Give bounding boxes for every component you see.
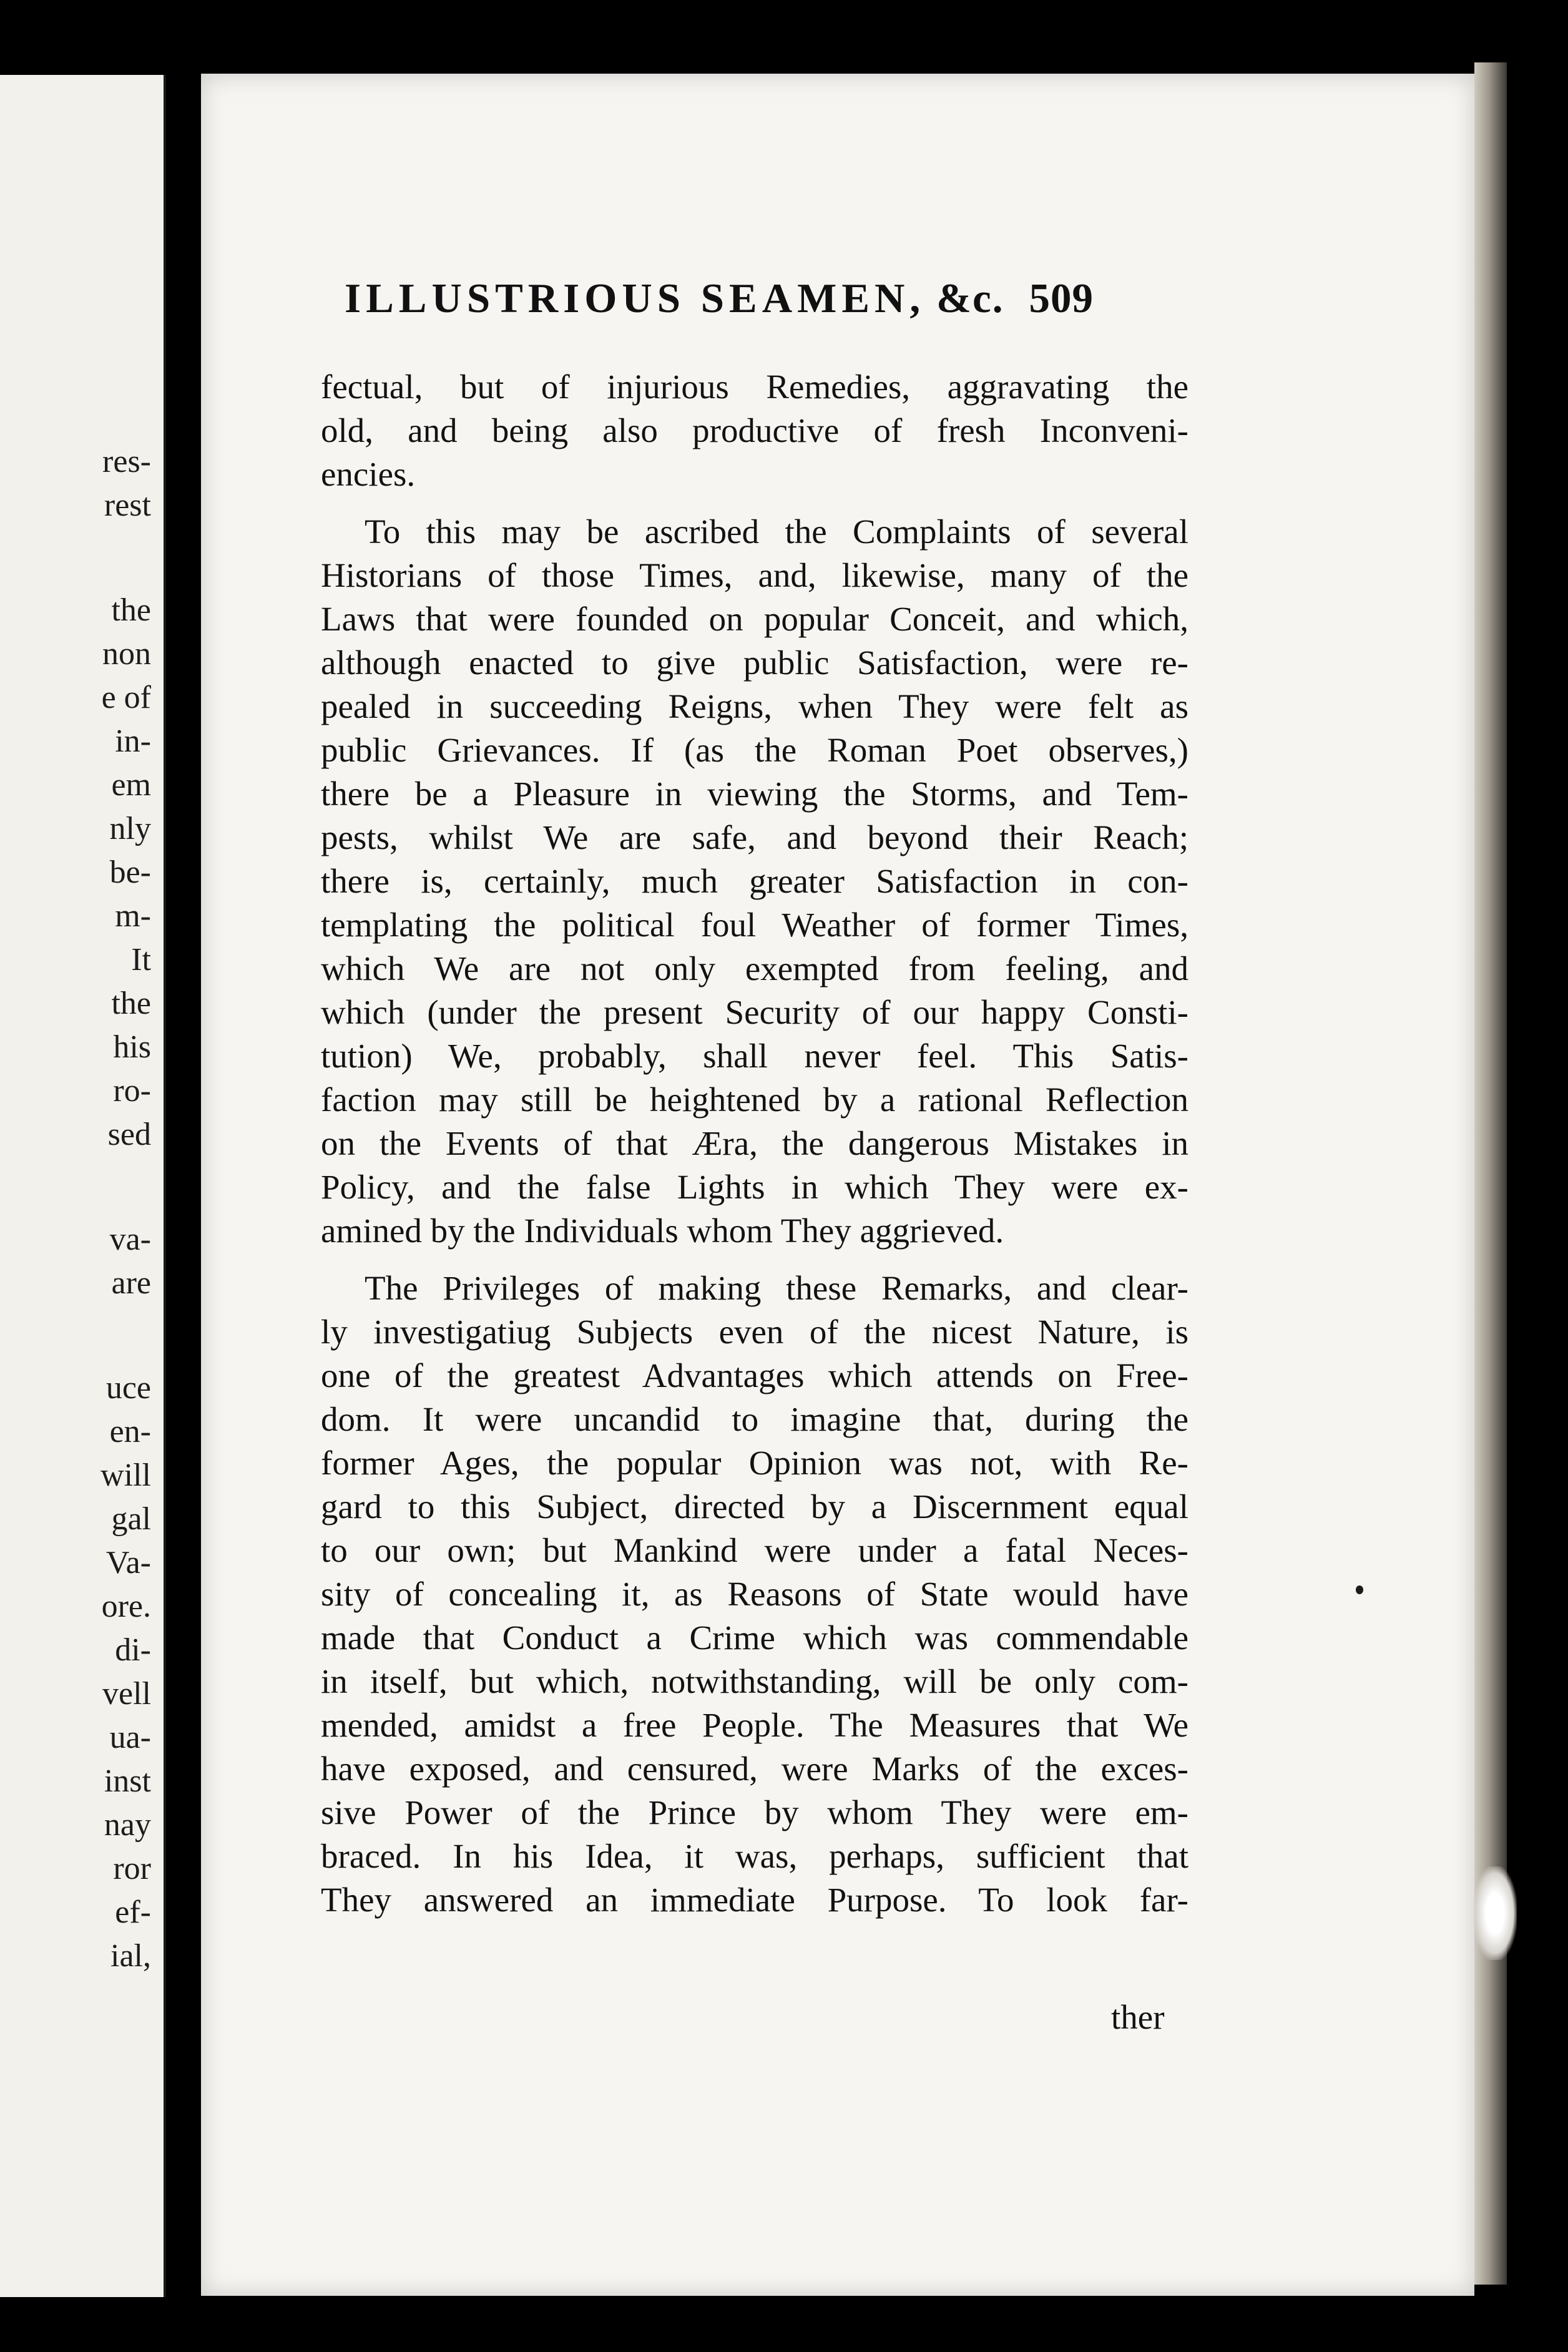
left-page-fragment: be- xyxy=(109,855,151,890)
fragment-gap xyxy=(7,1157,151,1218)
left-page-fragment: m- xyxy=(115,898,151,934)
left-page-fragment: e of xyxy=(101,680,151,715)
left-page-fragment: di- xyxy=(115,1632,151,1668)
text-line: sive Power of the Prince by whom They were em- xyxy=(321,1793,1188,1831)
text-line: old, and being also productive of fresh Inconveni- xyxy=(321,411,1188,449)
text-line: braced. In his Idea, it was, perhaps, sufficient that xyxy=(321,1837,1188,1875)
text-line: mended, amidst a free People. The Measures that We xyxy=(321,1706,1188,1744)
left-page-fragment: gal xyxy=(111,1501,151,1537)
text-line: Historians of those Times, and, likewise, many of the xyxy=(321,556,1188,594)
left-page-fragment: It xyxy=(131,942,151,978)
left-page-fragment: inst xyxy=(104,1763,151,1799)
text-line: tution) We, probably, shall never feel. This Satis- xyxy=(321,1037,1188,1075)
left-page-fragment: ial, xyxy=(110,1938,151,1974)
text-line: there be a Pleasure in viewing the Storms, and Tem- xyxy=(321,775,1188,813)
text-line: made that Conduct a Crime which was commendable xyxy=(321,1619,1188,1657)
left-page-fragment: uce xyxy=(105,1370,151,1406)
text-line: to our own; but Mankind were under a fatal Neces- xyxy=(321,1531,1188,1569)
left-page-fragment: in- xyxy=(115,723,151,759)
body-text xyxy=(321,365,1188,1922)
left-page-fragment: nly xyxy=(109,811,151,846)
left-page-fragment: ua- xyxy=(109,1720,151,1755)
running-title-etc: &c. xyxy=(936,275,1004,321)
text-line: public Grievances. If (as the Roman Poet observes,) xyxy=(321,731,1188,769)
left-facing-page xyxy=(0,75,166,2297)
left-page-fragment: sed xyxy=(107,1117,151,1152)
fragment-gap xyxy=(7,527,151,589)
left-page-fragment: rest xyxy=(104,488,151,523)
text-line: there is, certainly, much greater Satisfaction in con- xyxy=(321,862,1188,900)
text-line: gard to this Subject, directed by a Discernment equal xyxy=(321,1487,1188,1526)
left-page-text-fragments xyxy=(7,440,151,1978)
left-page-fragment: Va- xyxy=(105,1545,151,1580)
left-page-fragment: ro- xyxy=(113,1073,151,1109)
page-number: 509 xyxy=(1029,275,1094,321)
text-line: ly investigatiug Subjects even of the nicest Nature, is xyxy=(321,1313,1188,1351)
text-line: which We are not only exempted from feeling, and xyxy=(321,949,1188,987)
running-header xyxy=(345,275,1231,323)
text-line: pests, whilst We are safe, and beyond their Reach; xyxy=(321,818,1188,856)
text-line: although enacted to give public Satisfaction, were re- xyxy=(321,644,1188,682)
left-page-fragment: non xyxy=(102,636,151,672)
left-page-fragment: the xyxy=(111,986,151,1021)
text-line: templating the political foul Weather of former Times, xyxy=(321,906,1188,944)
text-line: fectual, but of injurious Remedies, aggravating the xyxy=(321,368,1188,406)
text-line: Policy, and the false Lights in which They were ex- xyxy=(321,1168,1188,1206)
running-title: ILLUSTRIOUS SEAMEN, xyxy=(345,275,926,321)
text-line: The Privileges of making these Remarks, and clear- xyxy=(365,1269,1188,1307)
left-page-fragment: em xyxy=(111,767,151,803)
text-line: in itself, but which, notwithstanding, will be only com- xyxy=(321,1662,1188,1700)
text-line: Laws that were founded on popular Conceit, and which, xyxy=(321,600,1188,638)
paper-blemish xyxy=(1473,1866,1517,1960)
text-line: amined by the Individuals whom They aggrieved. xyxy=(321,1212,1004,1250)
left-page-fragment: en- xyxy=(109,1414,151,1449)
catchword: ther xyxy=(1111,1998,1165,2036)
left-page-fragment: the xyxy=(111,592,151,628)
text-line: They answered an immediate Purpose. To look far- xyxy=(321,1881,1188,1919)
left-page-fragment: are xyxy=(111,1265,151,1301)
text-line: have exposed, and censured, were Marks of the exces- xyxy=(321,1750,1188,1788)
text-line: pealed in succeeding Reigns, when They were felt as xyxy=(321,687,1188,725)
left-page-fragment: will xyxy=(100,1458,151,1493)
left-page-fragment: ef- xyxy=(115,1894,151,1930)
text-line: sity of concealing it, as Reasons of State would have xyxy=(321,1575,1188,1613)
text-line: To this may be ascribed the Complaints of several xyxy=(365,512,1188,551)
text-line: dom. It were uncandid to imagine that, during the xyxy=(321,1400,1188,1438)
left-page-fragment: va- xyxy=(109,1222,151,1257)
left-page-fragment: ror xyxy=(113,1851,151,1886)
left-page-fragment: vell xyxy=(102,1676,151,1712)
left-page-fragment: his xyxy=(113,1029,151,1065)
ink-speck xyxy=(1356,1585,1363,1594)
text-line: encies. xyxy=(321,455,416,493)
text-line: on the Events of that Æra, the dangerous Mistakes in xyxy=(321,1124,1188,1162)
text-line: former Ages, the popular Opinion was not, with Re- xyxy=(321,1444,1188,1482)
text-line: one of the greatest Advantages which attends on Free- xyxy=(321,1356,1188,1394)
text-line: faction may still be heightened by a rational Reflection xyxy=(321,1080,1188,1119)
left-page-fragment: res- xyxy=(102,444,151,479)
text-line: which (under the present Security of our happy Consti- xyxy=(321,993,1188,1031)
fragment-gap xyxy=(7,1305,151,1366)
left-page-fragment: ore. xyxy=(101,1589,151,1624)
left-page-fragment: nay xyxy=(104,1807,151,1843)
